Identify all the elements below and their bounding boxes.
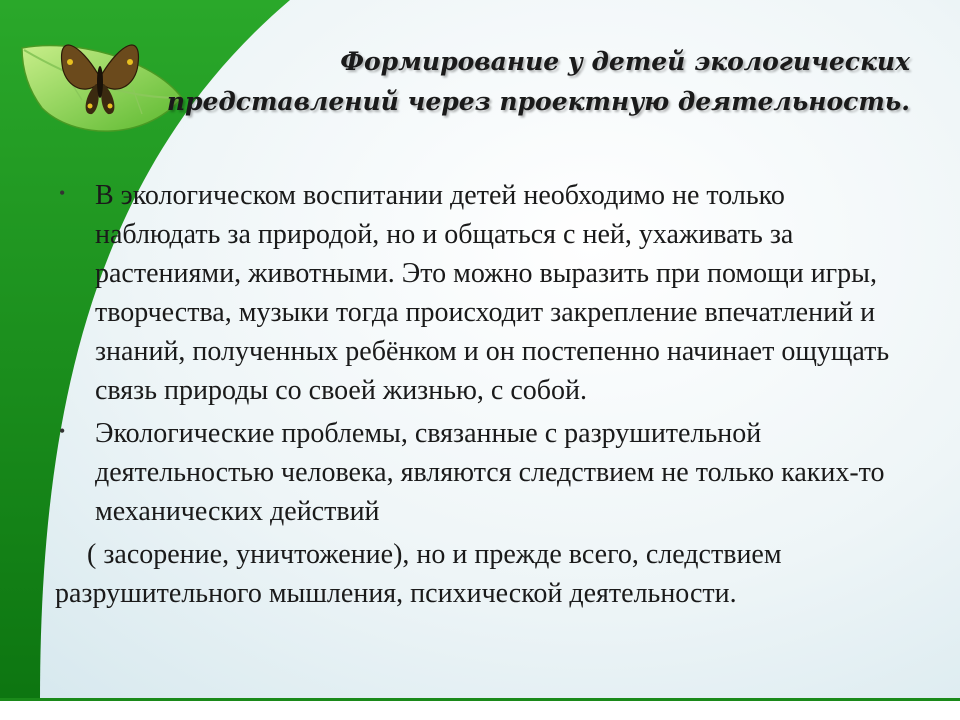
title-line-2: представлений через проектную деятельность. xyxy=(166,87,910,116)
bullet-text-1: В экологическом воспитании детей необходимо не только наблюдать за природой, но и общаться с ней, ухаживать за растениями, животными. Это можно выразить при помощи игры, творчества, музыки тогда происходит закрепление впечатлений и знаний, полученных ребёнком и он постепенно начинает ощущать связь природы со своей жизнью, с собой. xyxy=(95,180,890,406)
bullet-item-1 xyxy=(55,176,915,410)
title-line-1: Формирование у детей экологических xyxy=(340,47,910,76)
bullet-icon: • xyxy=(59,183,66,203)
continuation-paragraph: ( засорение, уничтожение), но и прежде всего, следствием разрушительного мышления, психической деятельности. xyxy=(55,539,782,609)
slide-title xyxy=(150,42,910,122)
bullet-text-2: Экологические проблемы, связанные с разрушительной деятельностью человека, являются следствием не только каких-то механических действий xyxy=(95,418,885,527)
bullet-item-2 xyxy=(55,414,915,531)
butterfly-icon xyxy=(40,24,160,124)
slide-body xyxy=(55,176,915,613)
bullet-icon: • xyxy=(59,421,66,441)
